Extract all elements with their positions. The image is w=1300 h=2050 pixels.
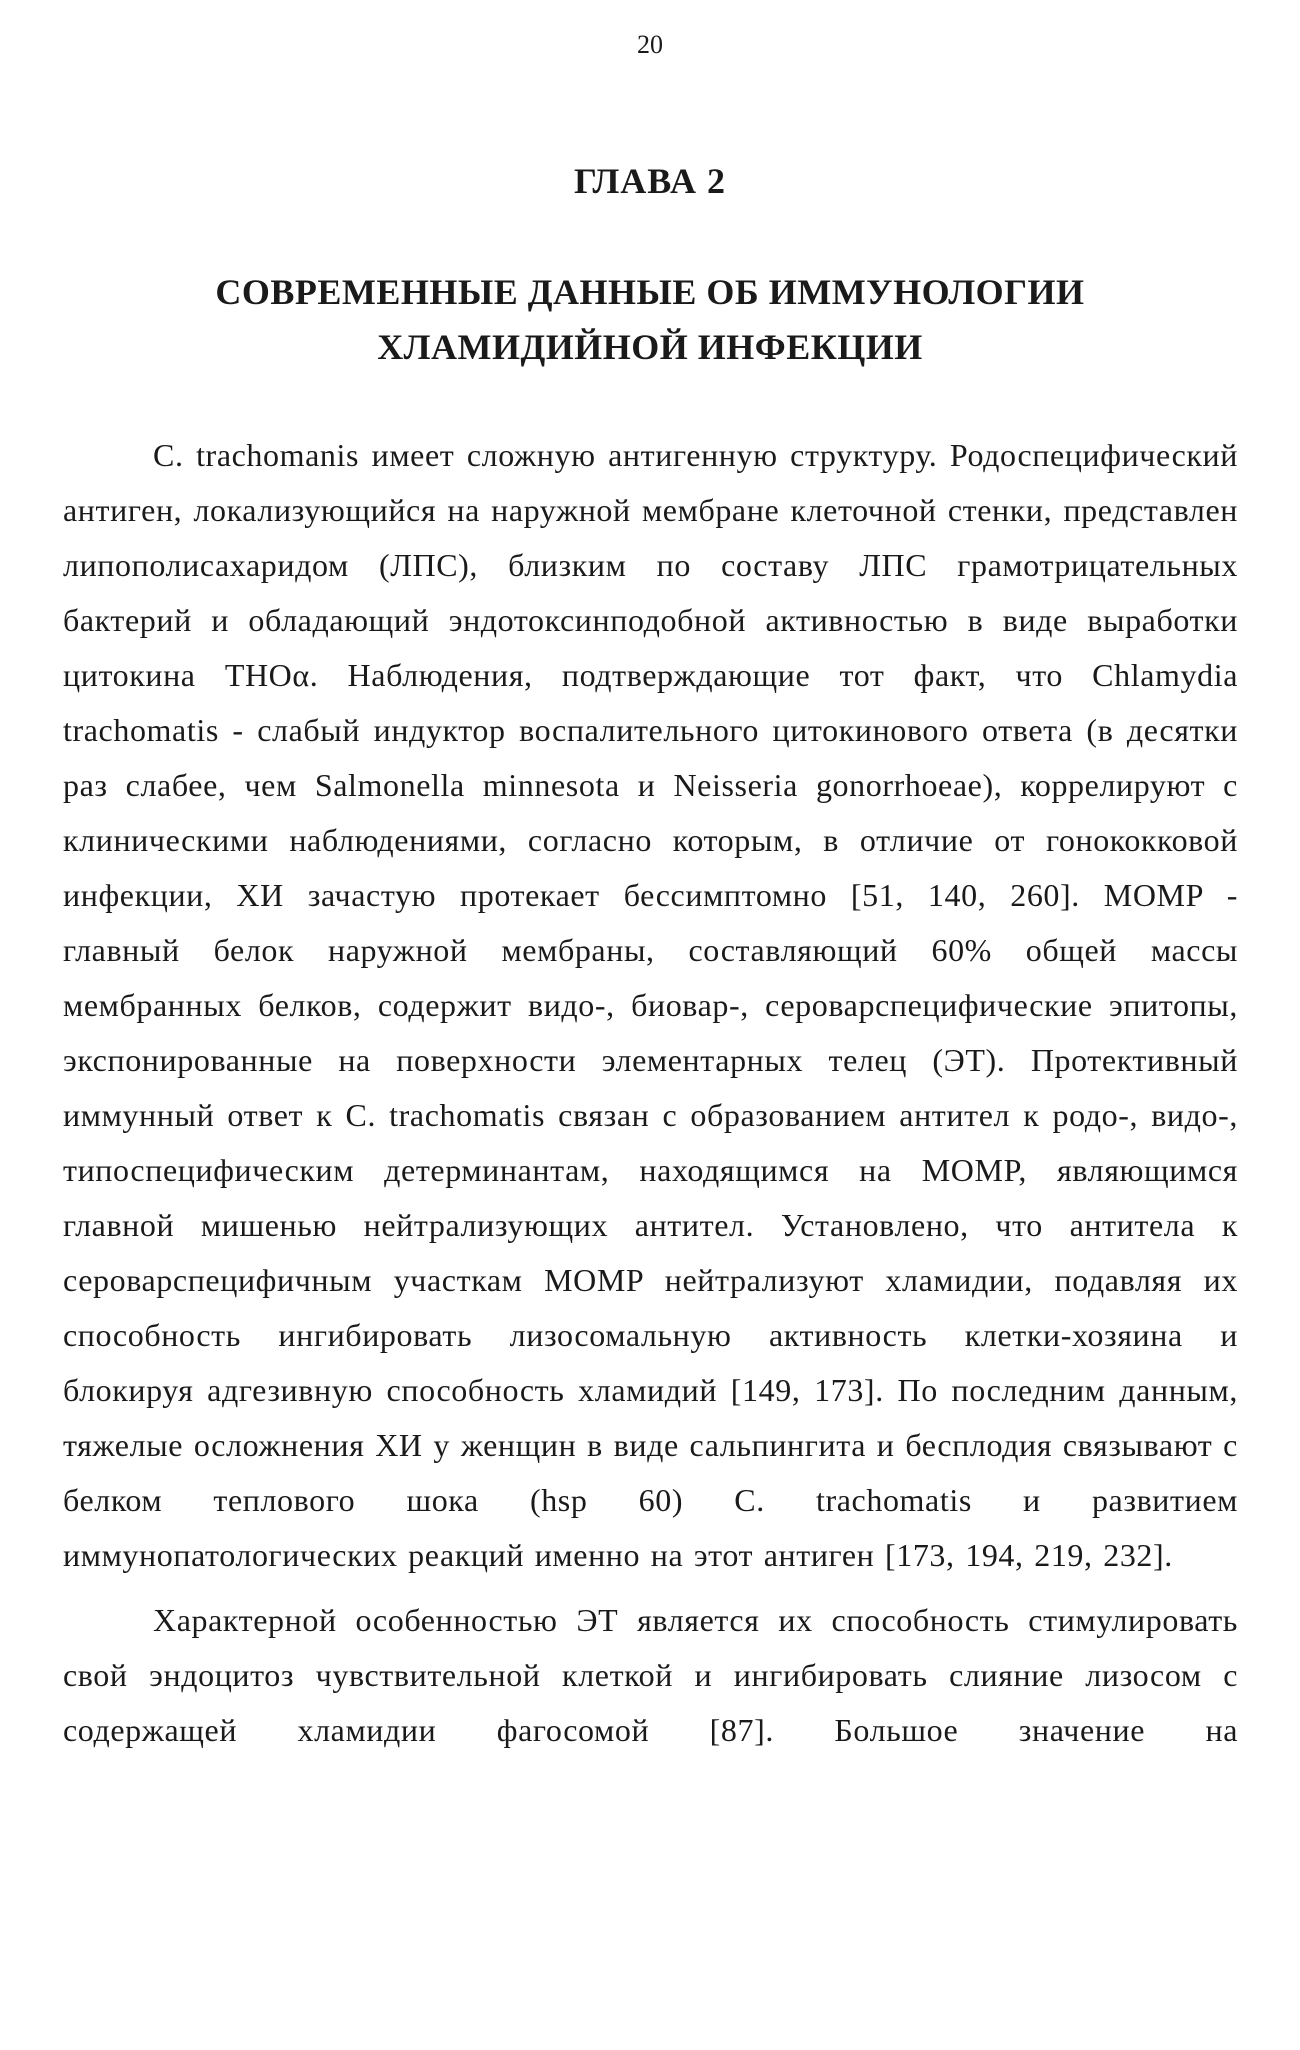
chapter-title xyxy=(100,265,1200,375)
chapter-label: ГЛАВА 2 xyxy=(573,161,727,201)
chapter-title-line: СОВРЕМЕННЫЕ ДАННЫЕ ОБ ИММУНОЛОГИИ xyxy=(215,272,1085,312)
body-text xyxy=(63,428,1238,1758)
paragraph: Характерной особенностью ЭТ является их способность стимулировать свой эндоцитоз чувствительной клеткой и ингибировать слияние лизосом с содержащей хламидии фагосомой [87]. Большое значение на xyxy=(63,1602,1238,1748)
paragraph: C. trachomanis имеет сложную антигенную структуру. Родоспецифический антиген, локализующийся на наружной мембране клеточной стенки, представлен липополисахаридом (ЛПС), близким по составу ЛПС грамотрицательных бактерий и обладающий эндотоксинподобной активностью в виде выработки цитокина ТНОα. Наблюдения, подтверждающие тот факт, что Chlamydia trachomatis - слабый индуктор воспалительного цитокинового ответа (в десятки раз слабее, чем Salmonella minnesota и Neisseria gonorrhoeae), коррелируют с клиническими наблюдениями, согласно которым, в отличие от гонококковой инфекции, ХИ зачастую протекает бессимптомно [51, 140, 260]. MOMP - главный белок наружной мембраны, составляющий 60% общей массы мембранных белков, содержит видо-, биовар-, сероварспецифические эпитопы, экспонированные на поверхности элементарных телец (ЭТ). Протективный иммунный ответ к C. trachomatis связан с образованием антител к родо-, видо-, типоспецифическим детерминантам, находящимся на MOMP, являющимся главной мишенью нейтрализующих антител. Установлено, что антитела к сероварспецифичным участкам MOMP нейтрализуют хламидии, подавляя их способность ингибировать лизосомальную активность клетки-хозяина и блокируя адгезивную способность хламидий [149, 173]. По последним данным, тяжелые осложнения ХИ у женщин в виде сальпингита и бесплодия связывают с белком теплового шока (hsp 60) C. trachomatis и развитием иммунопатологических реакций именно на этот антиген [173, 194, 219, 232]. xyxy=(63,437,1238,1573)
page-number: 20 xyxy=(637,30,663,59)
chapter-title-line: ХЛАМИДИЙНОЙ ИНФЕКЦИИ xyxy=(377,327,923,367)
